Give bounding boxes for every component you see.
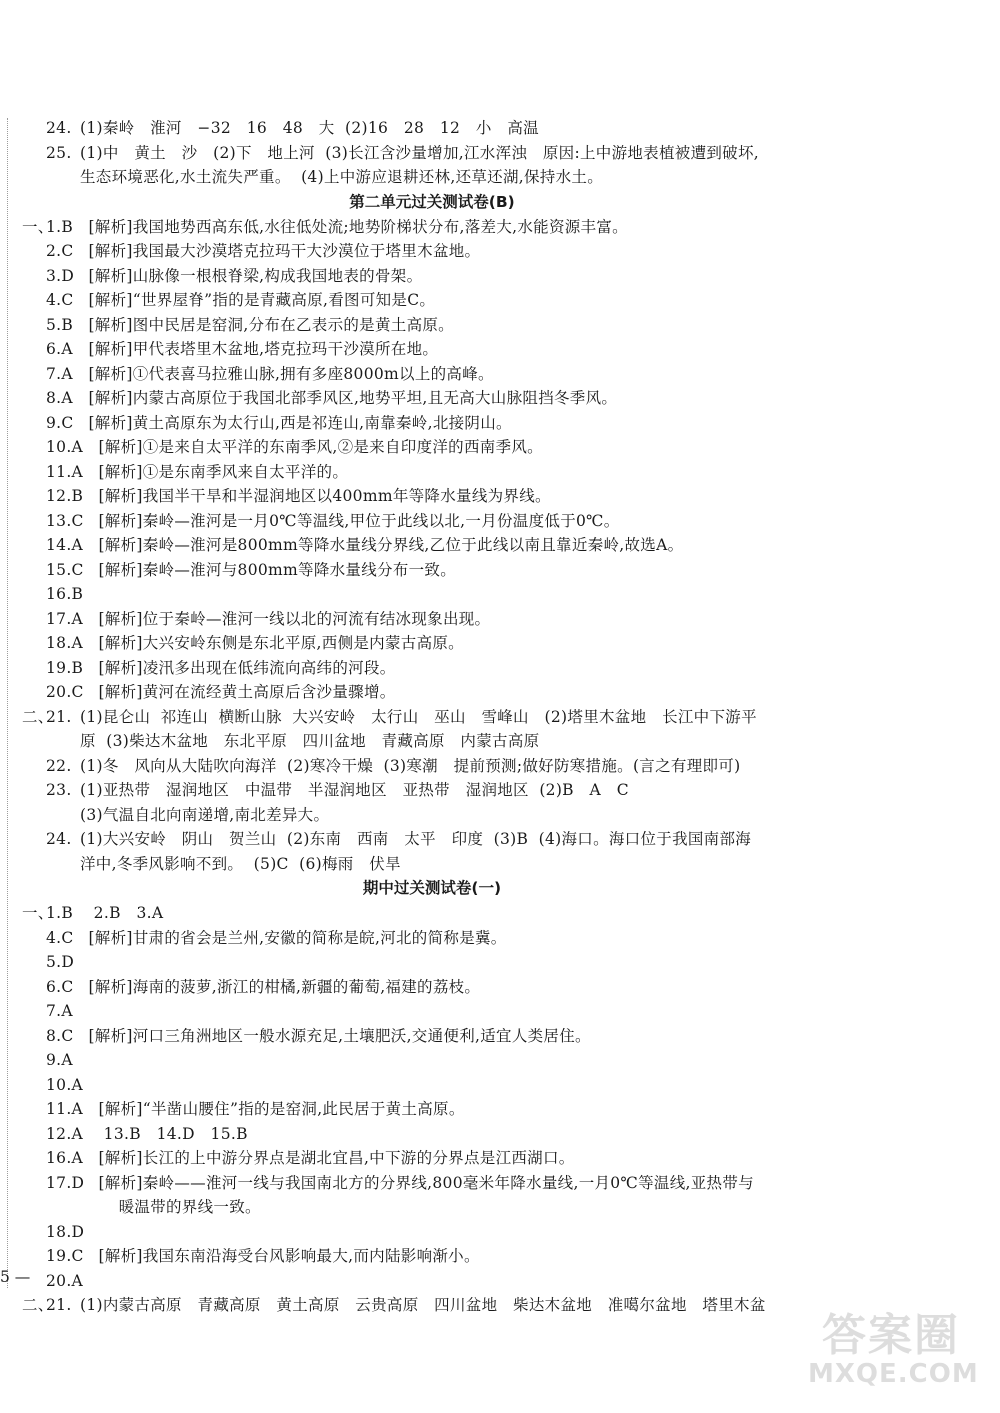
answer-item <box>22 705 922 730</box>
answer-text: 洋中,冬季风影响不到。 (5)C (6)梅雨 伏旱 <box>80 854 401 873</box>
answer-item <box>22 533 922 558</box>
answer-item <box>22 337 922 362</box>
answer-text: [解析]“半凿山腰住”指的是窑洞,此民居于黄土高原。 <box>88 1100 465 1118</box>
answer-text: [解析]黄河在流经黄土高原后含沙量骤增。 <box>88 683 396 701</box>
answer-text: (1)冬 风向从大陆吹向海洋 (2)寒冷干燥 (3)寒潮 提前预测;做好防寒措施。(言之有理即可) <box>80 756 741 775</box>
section-marker: 二、 <box>22 707 54 726</box>
answer-text: (1)秦岭 淮河 −32 16 48 大 (2)16 28 12 小 高温 <box>80 119 539 137</box>
answer-text: [解析]凌汛多出现在低纬流向高纬的河段。 <box>88 658 396 677</box>
question-number: 6.C <box>46 977 74 996</box>
answer-text: [解析]河口三角洲地区一般水源充足,土壤肥沃,交通便利,适宜人类居住。 <box>78 1026 591 1045</box>
answer-text: [解析]“世界屋脊”指的是青藏高原,看图可知是C。 <box>78 291 436 309</box>
answer-item <box>22 141 922 166</box>
answer-item <box>22 754 922 779</box>
question-number: 5.B <box>46 315 74 334</box>
answer-text: [解析]山脉像一根根脊梁,构成我国地表的骨架。 <box>78 266 423 285</box>
question-number: 13.C <box>46 511 84 530</box>
watermark-main-text: 答案圈 <box>822 1310 960 1361</box>
answer-item <box>22 460 922 485</box>
question-number: 16.A <box>46 1149 84 1167</box>
answer-item <box>22 239 922 264</box>
section-marker: 一、 <box>22 904 54 922</box>
answer-item <box>22 116 922 141</box>
answer-text: [解析]我国地势西高东低,水往低处流;地势阶梯状分布,落差大,水能资源丰富。 <box>78 217 628 236</box>
answer-item <box>22 582 922 607</box>
answer-text: (1)中 黄土 沙 (2)下 地上河 (3)长江含沙量增加,江水浑浊 原因:上中游地表植被遭到破坏, <box>80 143 760 162</box>
answer-continuation <box>22 1195 922 1220</box>
question-number: 7.A <box>46 1002 73 1020</box>
answer-item <box>22 827 922 852</box>
answer-text: [解析]甘肃的省会是兰州,安徽的简称是皖,河北的简称是冀。 <box>78 928 507 947</box>
answer-item <box>22 435 922 460</box>
answer-item <box>22 484 922 509</box>
question-number: 24. <box>46 830 72 848</box>
answer-item <box>22 607 922 632</box>
answer-text: (1)内蒙古高原 青藏高原 黄土高原 云贵高原 四川盆地 柴达木盆地 准噶尔盆地 塔里木盆 <box>80 1296 766 1314</box>
answer-item <box>22 1097 922 1122</box>
answer-item <box>22 313 922 338</box>
question-number: 5.D <box>46 953 75 971</box>
question-number: 21. <box>46 1296 72 1314</box>
page-number: 5 — <box>0 1268 31 1286</box>
answer-text: [解析]位于秦岭—淮河一线以北的河流有结冰现象出现。 <box>88 609 491 628</box>
answer-item <box>22 950 922 975</box>
question-number: 24. <box>46 119 72 137</box>
answer-text: 2.B 3.A <box>78 904 164 922</box>
answer-content <box>22 116 922 1318</box>
question-number: 1.B <box>46 904 74 922</box>
answer-item <box>22 509 922 534</box>
question-number: 17.A <box>46 609 84 628</box>
answer-text: [解析]大兴安岭东侧是东北平原,西侧是内蒙古高原。 <box>88 634 464 652</box>
answer-text: [解析]我国半干旱和半湿润地区以400mm年等降水量线为界线。 <box>88 487 551 505</box>
watermark-logo <box>792 1299 992 1399</box>
watermark-sub-text: MXQE.COM <box>808 1359 979 1389</box>
margin-rule <box>7 118 8 1288</box>
answer-continuation <box>22 803 922 828</box>
answer-text: (3)气温自北向南递增,南北差异大。 <box>80 805 330 824</box>
question-number: 4.C <box>46 928 74 947</box>
answer-item <box>22 631 922 656</box>
question-number: 10.A <box>46 1075 84 1094</box>
question-number: 6.A <box>46 340 73 358</box>
answer-item <box>22 215 922 240</box>
question-number: 20.A <box>46 1271 84 1290</box>
section-marker: 一、 <box>22 217 54 236</box>
question-number: 9.C <box>46 413 74 432</box>
question-number: 9.A <box>46 1051 73 1069</box>
question-number: 2.C <box>46 242 74 260</box>
answer-item <box>22 288 922 313</box>
answer-item <box>22 1293 922 1318</box>
answer-text: [解析]长江的上中游分界点是湖北宜昌,中下游的分界点是江西湖口。 <box>88 1149 575 1167</box>
section-title: 期中过关测试卷(一) <box>362 879 502 897</box>
answer-item <box>22 1244 922 1269</box>
answer-text: [解析]内蒙古高原位于我国北部季风区,地势平坦,且无高大山脉阻挡冬季风。 <box>78 389 618 407</box>
answer-item <box>22 975 922 1000</box>
answer-text: [解析]①是东南季风来自太平洋的。 <box>88 462 349 481</box>
question-number: 18.A <box>46 634 84 652</box>
answer-item <box>22 1048 922 1073</box>
question-number: 19.B <box>46 658 84 677</box>
answer-text: 生态环境恶化,水土流失严重。 (4)上中游应退耕还林,还草还湖,保持水土。 <box>80 168 603 186</box>
answer-text: 13.B 14.D 15.B <box>88 1124 248 1143</box>
question-number: 21. <box>46 707 72 726</box>
answer-item <box>22 901 922 926</box>
answer-text: [解析]秦岭—淮河与800mm等降水量线分布一致。 <box>88 560 457 579</box>
question-number: 11.A <box>46 462 84 481</box>
question-number: 17.D <box>46 1173 85 1192</box>
answer-continuation <box>22 165 922 190</box>
question-number: 8.C <box>46 1026 74 1045</box>
answer-continuation <box>22 852 922 877</box>
answer-item <box>22 1146 922 1171</box>
answer-item <box>22 656 922 681</box>
question-number: 22. <box>46 756 72 775</box>
answer-text: [解析]黄土高原东为太行山,西是祁连山,南靠秦岭,北接阴山。 <box>78 413 512 432</box>
answer-item <box>22 1073 922 1098</box>
question-number: 15.C <box>46 560 84 579</box>
answer-item <box>22 362 922 387</box>
question-number: 23. <box>46 781 72 799</box>
answer-item <box>22 1171 922 1196</box>
question-number: 18.D <box>46 1222 85 1241</box>
answer-text: 暖温带的界线一致。 <box>82 1198 261 1216</box>
question-number: 25. <box>46 143 72 162</box>
answer-item <box>22 778 922 803</box>
answer-text: (1)亚热带 湿润地区 中温带 半湿润地区 亚热带 湿润地区 (2)B A C <box>80 781 629 799</box>
answer-item <box>22 264 922 289</box>
question-number: 11.A <box>46 1100 84 1118</box>
answer-text: [解析]①是来自太平洋的东南季风,②是来自印度洋的西南季风。 <box>88 438 543 456</box>
answer-item <box>22 680 922 705</box>
question-number: 4.C <box>46 291 74 309</box>
question-number: 3.D <box>46 266 75 285</box>
section-marker: 二、 <box>22 1296 54 1314</box>
question-number: 12.B <box>46 487 84 505</box>
question-number: 20.C <box>46 683 84 701</box>
question-number: 7.A <box>46 364 73 383</box>
answer-item <box>22 411 922 436</box>
answer-item <box>22 1269 922 1294</box>
answer-continuation <box>22 729 922 754</box>
answer-text: [解析]海南的菠萝,浙江的柑橘,新疆的葡萄,福建的荔枝。 <box>78 977 481 996</box>
question-number: 8.A <box>46 389 73 407</box>
answer-text: [解析]秦岭——淮河一线与我国南北方的分界线,800毫米年降水量线,一月0℃等温线,亚热带与 <box>88 1173 754 1192</box>
answer-item <box>22 1024 922 1049</box>
answer-text: [解析]我国最大沙漠塔克拉玛干大沙漠位于塔里木盆地。 <box>78 242 481 260</box>
answer-text: [解析]①代表喜马拉雅山脉,拥有多座8000m以上的高峰。 <box>78 364 494 383</box>
answer-item <box>22 999 922 1024</box>
answer-text: (1)大兴安岭 阴山 贺兰山 (2)东南 西南 太平 印度 (3)B (4)海口。海口位于我国南部海 <box>80 830 752 848</box>
answer-text: (1)昆仑山 祁连山 横断山脉 大兴安岭 太行山 巫山 雪峰山 (2)塔里木盆地 长江中下游平 <box>80 707 757 726</box>
answer-item <box>22 1122 922 1147</box>
answer-item <box>22 386 922 411</box>
question-number: 1.B <box>46 217 74 236</box>
question-number: 12.A <box>46 1124 84 1143</box>
answer-item <box>22 1220 922 1245</box>
answer-text: [解析]图中民居是窑洞,分布在乙表示的是黄土高原。 <box>78 315 454 334</box>
answer-text: [解析]秦岭—淮河是一月0℃等温线,甲位于此线以北,一月份温度低于0℃。 <box>88 511 620 530</box>
answer-text: [解析]甲代表塔里木盆地,塔克拉玛干沙漠所在地。 <box>78 340 439 358</box>
question-number: 16.B <box>46 585 84 603</box>
answer-item <box>22 558 922 583</box>
question-number: 10.A <box>46 438 84 456</box>
answer-text: 原 (3)柴达木盆地 东北平原 四川盆地 青藏高原 内蒙古高原 <box>80 732 540 750</box>
answer-item <box>22 926 922 951</box>
question-number: 19.C <box>46 1247 84 1265</box>
section-title: 第二单元过关测试卷(B) <box>349 192 515 211</box>
answer-text: [解析]秦岭—淮河是800mm等降水量线分界线,乙位于此线以南且靠近秦岭,故选A。 <box>88 536 684 554</box>
question-number: 14.A <box>46 536 84 554</box>
answer-text: [解析]我国东南沿海受台风影响最大,而内陆影响渐小。 <box>88 1247 480 1265</box>
